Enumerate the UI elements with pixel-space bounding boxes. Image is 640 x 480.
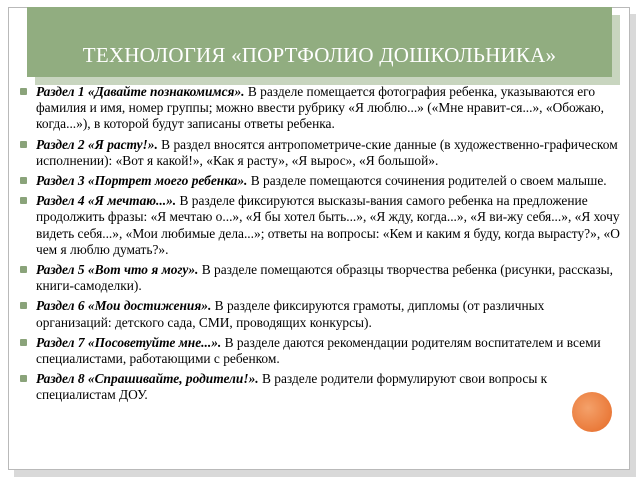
- bullet-icon: [20, 266, 27, 273]
- section-3: [20, 173, 620, 189]
- section-title: Раздел 3 «Портрет моего ребенка».: [36, 173, 248, 189]
- section-1: [20, 84, 620, 133]
- section-text: В разделе родители формулируют свои вопросы к специалистам ДОУ.: [36, 371, 548, 403]
- section-2: [20, 137, 620, 169]
- bullet-icon: [20, 339, 27, 346]
- bullet-icon: [20, 302, 27, 309]
- bullet-icon: [20, 177, 27, 184]
- section-text: В разделе помещаются сочинения родителей о своем малыше.: [247, 173, 607, 189]
- section-8: [20, 371, 620, 403]
- section-7: [20, 335, 620, 367]
- section-title: Раздел 2 «Я расту!».: [36, 136, 158, 152]
- slide-title: ТЕХНОЛОГИЯ «ПОРТФОЛИО ДОШКОЛЬНИКА»: [82, 42, 557, 67]
- section-title: Раздел 4 «Я мечтаю...».: [36, 193, 177, 209]
- section-title: Раздел 8 «Спрашивайте, родители!».: [36, 371, 259, 387]
- section-text: В разделе даются рекомендации родителям воспитателем и всеми специалистами, работающими с ребенком.: [36, 334, 601, 367]
- section-4: [20, 193, 620, 258]
- section-text: В разделе фиксируются грамоты, дипломы (от различных организаций: детского сада, СМИ, проводящих конкурсы).: [36, 298, 545, 330]
- section-text: В разделе фиксируются высказы-вания самого ребенка на предложение продолжить фразы: «Я мечтаю о...», «Я бы хотел быть...», «Я жду, когда...», «Я ви-жу себя...», «Я хочу видеть себя...», «Мои любимые дела...»; ответы на вопросы: «Кем и каким я буду, когда вырасту?», «О чем я люблю думать?».: [36, 193, 620, 257]
- sections-list: [20, 84, 620, 408]
- bullet-icon: [20, 197, 27, 204]
- section-text: В разделе помещаются образцы творчества ребенка (рисунки, рассказы, книги-самоделки).: [36, 262, 614, 294]
- section-6: [20, 298, 620, 330]
- bullet-icon: [20, 88, 27, 95]
- section-title: Раздел 7 «Посоветуйте мне...».: [36, 334, 222, 350]
- section-title: Раздел 6 «Мои достижения».: [36, 298, 212, 314]
- section-title: Раздел 5 «Вот что я могу».: [36, 262, 199, 278]
- title-bar: [27, 7, 612, 77]
- bullet-icon: [20, 375, 27, 382]
- bullet-icon: [20, 141, 27, 148]
- section-5: [20, 262, 620, 294]
- section-text: В раздел вносятся антропометриче-ские данные (в художественно-графическом исполнении): «Вот я какой!», «Как я расту», «Я вырос», «Я большой».: [36, 136, 618, 168]
- section-text: В разделе помещается фотография ребенка, указываются его фамилия и имя, номер группы; можно ввести рубрику «Я люблю...» («Мне нравит-ся...», «Обожаю, когда...»), в которой будут записаны ответы ребенка.: [36, 84, 604, 132]
- decorative-circle-icon: [572, 392, 612, 432]
- section-title: Раздел 1 «Давайте познакомимся».: [36, 84, 245, 99]
